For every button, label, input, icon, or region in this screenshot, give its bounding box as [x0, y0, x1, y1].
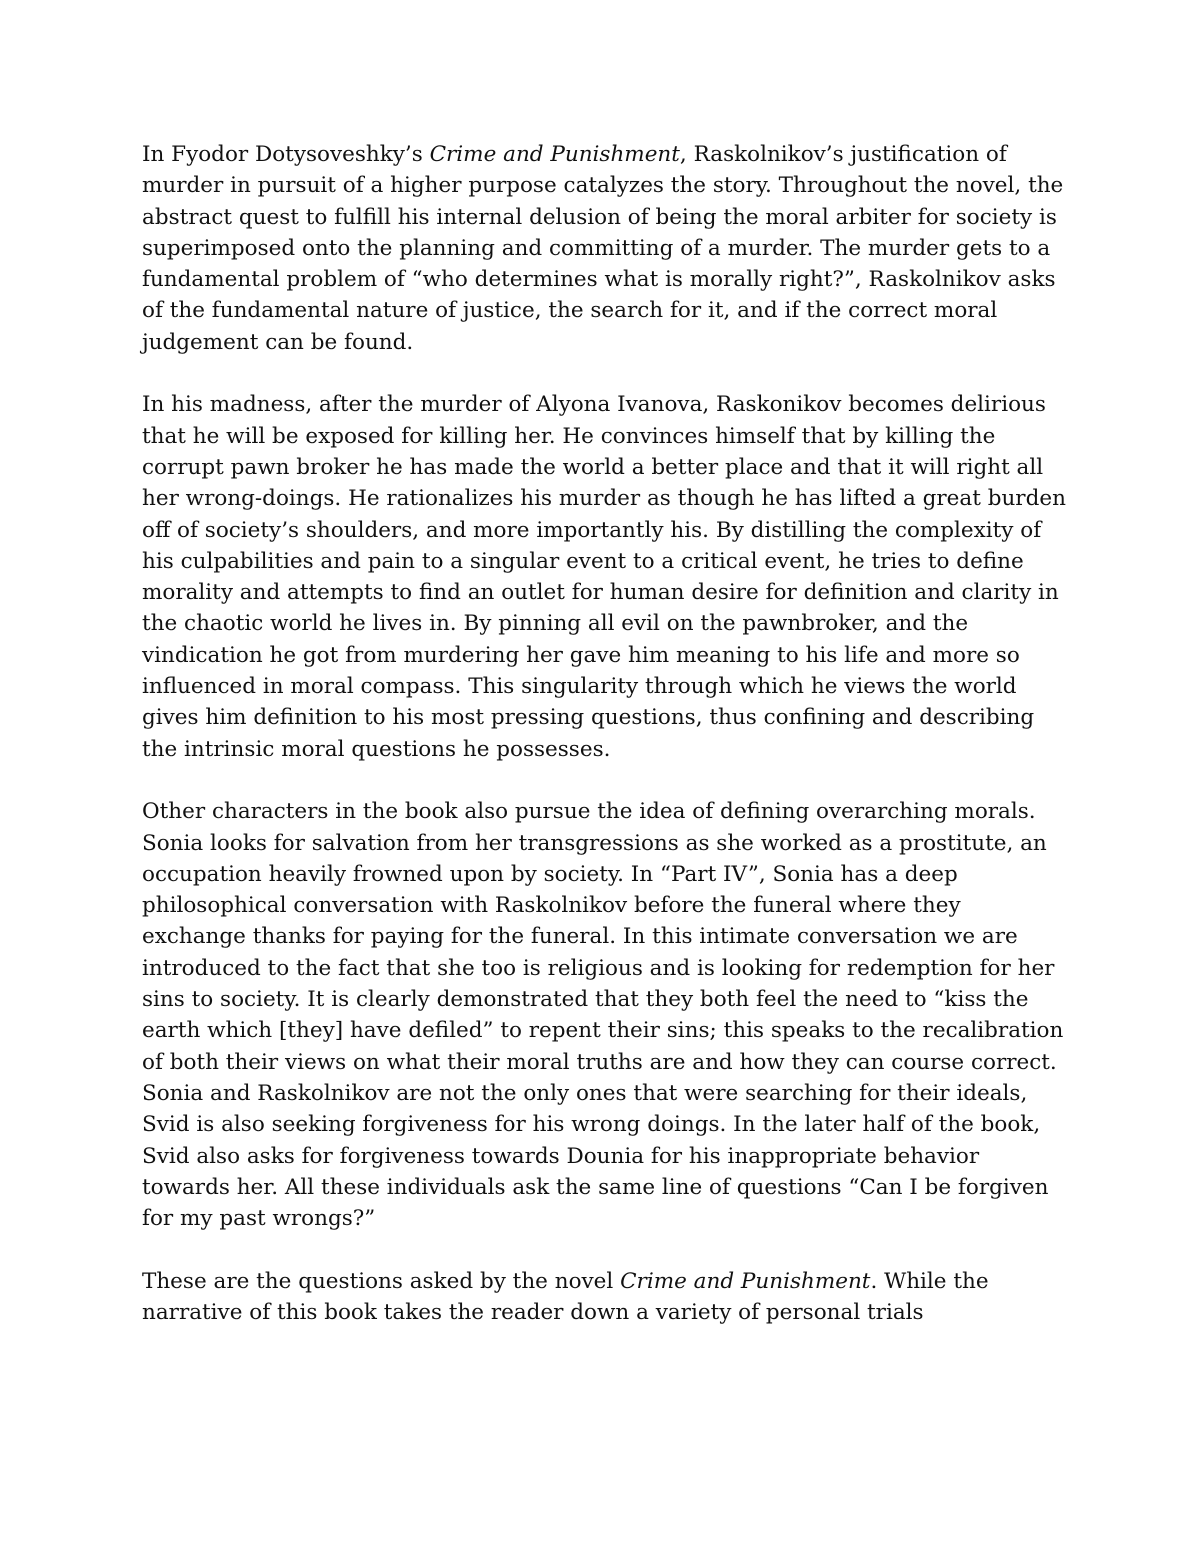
- paragraph-1-text-b: , Raskolnikov’s justification of murder in pursuit of a higher purpose catalyzes the story. Throughout the novel, the abstract quest to fulfill his internal delusion of being the moral arbiter for society is superimposed onto the planning and committing of a murder. The murder gets to a fundamental problem of “who determines what is morally right?”, Raskolnikov asks of the fundamental nature of justice, the search for it, and if the correct moral judgement can be found.: [142, 142, 1064, 355]
- paragraph-3: [142, 796, 1067, 1234]
- paragraph-4-text-a: These are the questions asked by the novel: [142, 1268, 621, 1294]
- paragraph-1: [142, 139, 1067, 358]
- paragraph-3-text: Other characters in the book also pursue the idea of defining overarching morals. Sonia looks for salvation from her transgressions as she worked as a prostitute, an occupation heavily frowned upon by society. In “Part IV”, Sonia has a deep philosophical conversation with Raskolnikov before the funeral where they exchange thanks for paying for the funeral. In this intimate conversation we are introduced to the fact that she too is religious and is looking for redemption for her sins to society. It is clearly demonstrated that they both feel the need to “kiss the earth which [they] have defiled” to repent their sins; this speaks to the recalibration of both their views on what their moral truths are and how they can course correct. Sonia and Raskolnikov are not the only ones that were searching for their ideals, Svid is also seeking forgiveness for his wrong doings. In the later half of the book, Svid also asks for forgiveness towards Dounia for his inappropriate behavior towards her. All these individuals ask the same line of questions “Can I be forgiven for my past wrongs?”: [142, 799, 1064, 1232]
- paragraph-4-book-title: Crime and Punishment: [620, 1268, 871, 1294]
- paragraph-4: [142, 1266, 1067, 1329]
- paragraph-1-text-a: In Fyodor Dotysoveshky’s: [142, 142, 430, 167]
- document-body: [142, 139, 1067, 1360]
- paragraph-4-text-b: . While the narrative of this book takes the reader down a variety of personal trials: [142, 1268, 989, 1325]
- paragraph-1-book-title: Crime and Punishment: [429, 142, 680, 167]
- paragraph-2-text: In his madness, after the murder of Alyona Ivanova, Raskonikov becomes delirious that he will be exposed for killing her. He convinces himself that by killing the corrupt pawn broker he has made the world a better place and that it will right all her wrong-doings. He rationalizes his murder as though he has lifted a great burden off of society’s shoulders, and more importantly his. By distilling the complexity of his culpabilities and pain to a singular event to a critical event, he tries to define morality and attempts to find an outlet for human desire for definition and clarity in the chaotic world he lives in. By pinning all evil on the pawnbroker, and the vindication he got from murdering her gave him meaning to his life and more so influenced in moral compass. This singularity through which he views the world gives him definition to his most pressing questions, thus confining and describing the intrinsic moral questions he possesses.: [142, 392, 1066, 762]
- paragraph-2: [142, 389, 1067, 765]
